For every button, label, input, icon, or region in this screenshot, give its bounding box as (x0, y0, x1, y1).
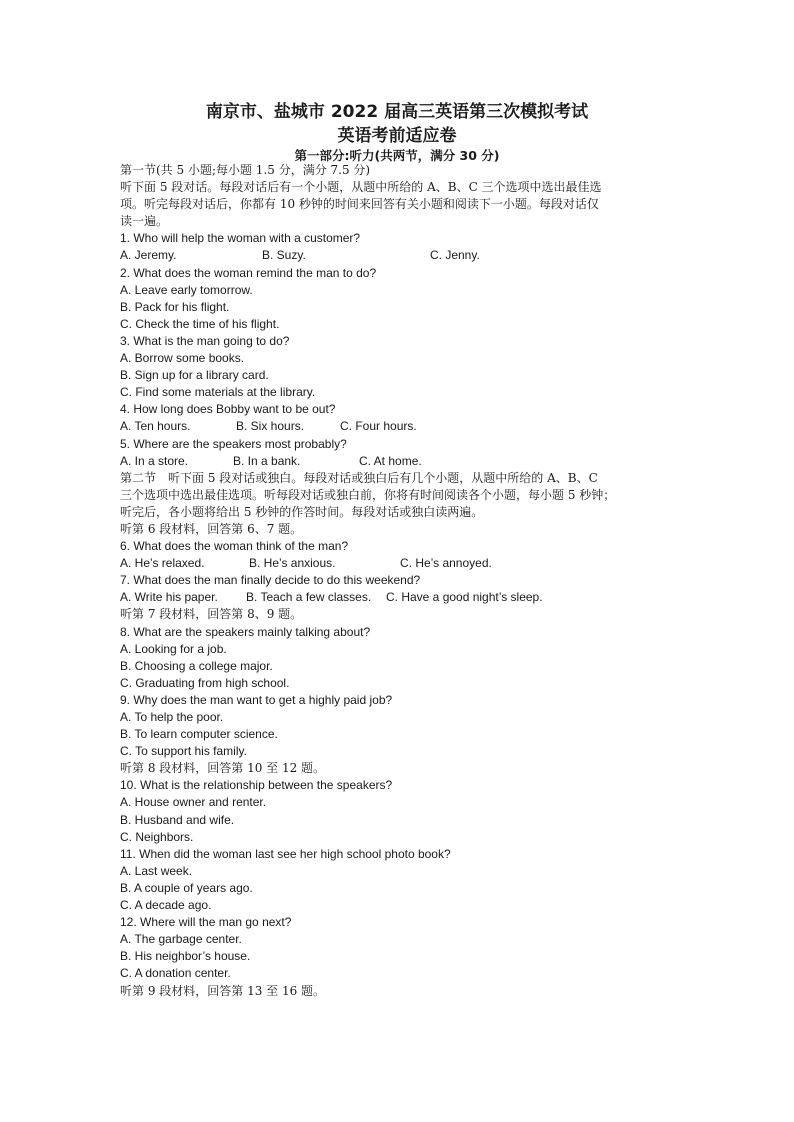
question-stem: 8. What are the speakers mainly talking about? (120, 624, 371, 639)
option-a: A. Leave early tomorrow. (120, 282, 253, 297)
question-stem: 7. What does the man finally decide to do this weekend? (120, 573, 421, 588)
option-b: B. He’s anxious. (249, 556, 336, 571)
question-stem: 4. How long does Bobby want to be out? (120, 402, 336, 417)
option-b: B. Six hours. (236, 419, 305, 434)
material-heading: 听第 8 段材料，回答第 10 至 12 题。 (120, 761, 326, 776)
exam-title: 南京市、盐城市 2022 届高三英语第三次模拟考试 (205, 102, 589, 122)
option-b: B. Suzy. (262, 248, 306, 263)
material-heading: 听第 9 段材料，回答第 13 至 16 题。 (120, 983, 326, 998)
options-row (120, 418, 680, 435)
option-a: A. Ten hours. (120, 419, 191, 434)
option-b: B. In a bank. (233, 453, 301, 468)
option-c: C. Jenny. (430, 248, 480, 263)
question-stem: 2. What does the woman remind the man to do? (120, 265, 377, 280)
section1-instructions-line: 听下面 5 段对话。每段对话后有一个小题，从题中所给的 A、B、C 三个选项中选出最佳选 (120, 180, 602, 195)
exam-body (120, 162, 680, 1000)
option-b: B. Pack for his flight. (120, 299, 230, 314)
options-row (120, 589, 680, 606)
question-stem: 11. When did the woman last see her high school photo book? (120, 846, 451, 861)
option-a: A. Borrow some books. (120, 351, 245, 366)
option-b: B. Husband and wife. (120, 812, 235, 827)
options-row (120, 247, 680, 264)
material-heading: 听第 6 段材料，回答第 6、7 题。 (120, 521, 303, 536)
option-b: B. Teach a few classes. (246, 590, 372, 605)
material-heading: 听第 7 段材料，回答第 8、9 题。 (120, 607, 303, 622)
option-b: B. To learn computer science. (120, 727, 278, 742)
option-c: C. Four hours. (340, 419, 417, 434)
option-c: C. Graduating from high school. (120, 675, 290, 690)
question-stem: 12. Where will the man go next? (120, 915, 292, 930)
section2-instructions-line: 第二节 听下面 5 段对话或独白。每段对话或独白后有几个小题，从题中所给的 A、B、C (120, 470, 598, 485)
option-b: B. Choosing a college major. (120, 658, 273, 673)
option-b: B. His neighbor’s house. (120, 949, 251, 964)
option-a: A. In a store. (120, 453, 189, 468)
exam-subtitle: 英语考前适应卷 (337, 126, 457, 146)
section2-instructions-line: 听完后，各小题将给出 5 秒钟的作答时间。每段对话或独白读两遍。 (120, 504, 484, 519)
option-c: C. To support his family. (120, 744, 247, 759)
option-a: A. He’s relaxed. (120, 556, 205, 571)
question-stem: 9. Why does the man want to get a highly paid job? (120, 692, 393, 707)
question-stem: 3. What is the man going to do? (120, 333, 290, 348)
option-a: A. Write his paper. (120, 590, 218, 605)
option-c: C. Check the time of his flight. (120, 316, 280, 331)
option-c: C. A decade ago. (120, 898, 212, 913)
option-c: C. At home. (359, 453, 422, 468)
question-stem: 5. Where are the speakers most probably? (120, 436, 347, 451)
option-c: C. Have a good night’s sleep. (386, 590, 543, 605)
option-a: A. The garbage center. (120, 932, 242, 947)
options-row (120, 555, 680, 572)
part-heading: 第一部分:听力(共两节，满分 30 分) (294, 148, 500, 163)
question-stem: 10. What is the relationship between the speakers? (120, 778, 393, 793)
option-c: C. He’s annoyed. (400, 556, 492, 571)
option-a: A. House owner and renter. (120, 795, 267, 810)
option-a: A. To help the poor. (120, 710, 224, 724)
option-b: B. Sign up for a library card. (120, 368, 269, 383)
section1-instructions-line: 读一遍。 (120, 214, 169, 229)
option-c: C. A donation center. (120, 966, 231, 981)
option-a: A. Looking for a job. (120, 641, 227, 656)
option-b: B. A couple of years ago. (120, 880, 253, 895)
section1-instructions-line: 项。听完每段对话后，你都有 10 秒钟的时间来回答有关小题和阅读下一小题。每段对话仅 (120, 197, 599, 212)
section1-heading: 第一节(共 5 小题;每小题 1.5 分，满分 7.5 分) (120, 163, 371, 177)
options-row (120, 453, 680, 470)
option-c: C. Neighbors. (120, 829, 194, 844)
section2-instructions-line: 三个选项中选出最佳选项。听每段对话或独白前，你将有时间阅读各个小题，每小题 5 秒钟； (120, 487, 616, 502)
question-stem: 1. Who will help the woman with a customer? (120, 231, 361, 246)
option-c: C. Find some materials at the library. (120, 385, 316, 400)
option-a: A. Jeremy. (120, 248, 177, 263)
option-a: A. Last week. (120, 863, 193, 878)
question-stem: 6. What does the woman think of the man? (120, 539, 349, 554)
